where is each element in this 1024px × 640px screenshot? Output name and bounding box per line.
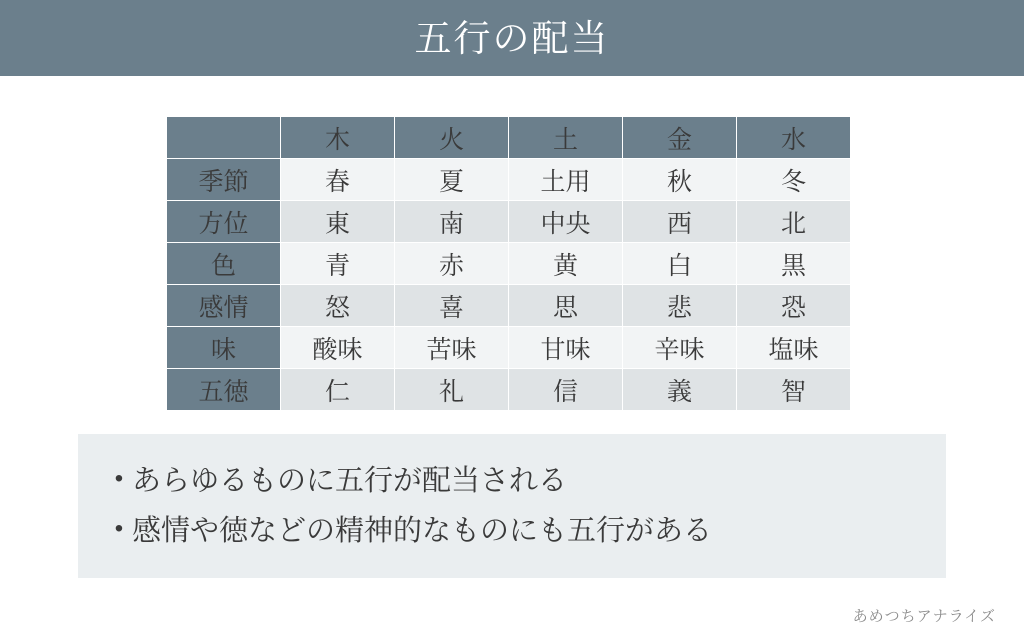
table-column-header: 火 xyxy=(395,117,509,159)
table-cell: 喜 xyxy=(395,285,509,327)
table-cell: 智 xyxy=(737,369,851,411)
table-cell: 信 xyxy=(509,369,623,411)
table-cell: 甘味 xyxy=(509,327,623,369)
table-cell: 冬 xyxy=(737,159,851,201)
table-row-header: 五徳 xyxy=(167,369,281,411)
table-cell: 思 xyxy=(509,285,623,327)
table-column-header: 土 xyxy=(509,117,623,159)
table-row-header: 感情 xyxy=(167,285,281,327)
slide-title-bar xyxy=(0,0,1024,76)
table-cell: 北 xyxy=(737,201,851,243)
table-column-header: 金 xyxy=(623,117,737,159)
table-row xyxy=(167,327,851,369)
table-cell: 恐 xyxy=(737,285,851,327)
table-row xyxy=(167,285,851,327)
table-cell: 南 xyxy=(395,201,509,243)
table-cell: 黄 xyxy=(509,243,623,285)
table-cell: 苦味 xyxy=(395,327,509,369)
table-cell: 仁 xyxy=(281,369,395,411)
table-cell: 辛味 xyxy=(623,327,737,369)
bullet-icon: • xyxy=(114,465,124,492)
table-cell: 悲 xyxy=(623,285,737,327)
table-row xyxy=(167,201,851,243)
gogyo-table xyxy=(166,116,851,411)
table-cell: 赤 xyxy=(395,243,509,285)
table-cell: 怒 xyxy=(281,285,395,327)
table-cell: 白 xyxy=(623,243,737,285)
table-cell: 西 xyxy=(623,201,737,243)
list-item xyxy=(78,510,946,552)
table-row-header: 方位 xyxy=(167,201,281,243)
table-row-header: 季節 xyxy=(167,159,281,201)
list-item-label: 感情や徳などの精神的なものにも五行がある xyxy=(132,515,713,548)
footer-credit: あめつちアナライズ xyxy=(852,608,996,625)
table-body xyxy=(167,159,851,411)
table-cell: 東 xyxy=(281,201,395,243)
bullet-icon: • xyxy=(114,515,124,543)
table-row xyxy=(167,243,851,285)
notes-panel xyxy=(78,434,946,578)
table-cell: 塩味 xyxy=(737,327,851,369)
table-row-header: 色 xyxy=(167,243,281,285)
table-row-header: 味 xyxy=(167,327,281,369)
list-item-label: あらゆるものに五行が配当される xyxy=(132,465,568,497)
page-title: 五行の配当 xyxy=(414,17,610,59)
table-cell: 秋 xyxy=(623,159,737,201)
table-cell: 義 xyxy=(623,369,737,411)
table-cell: 土用 xyxy=(509,159,623,201)
table-header xyxy=(167,117,851,159)
gogyo-table-container xyxy=(166,116,851,411)
table-header-row xyxy=(167,117,851,159)
table-row xyxy=(167,159,851,201)
table-cell: 春 xyxy=(281,159,395,201)
table-corner-cell xyxy=(167,117,281,159)
table-row xyxy=(167,369,851,411)
list-item xyxy=(78,460,946,502)
table-cell: 夏 xyxy=(395,159,509,201)
table-cell: 中央 xyxy=(509,201,623,243)
table-cell: 酸味 xyxy=(281,327,395,369)
table-cell: 青 xyxy=(281,243,395,285)
table-cell: 礼 xyxy=(395,369,509,411)
table-column-header: 水 xyxy=(737,117,851,159)
notes-list xyxy=(78,434,946,552)
table-column-header: 木 xyxy=(281,117,395,159)
table-cell: 黒 xyxy=(737,243,851,285)
